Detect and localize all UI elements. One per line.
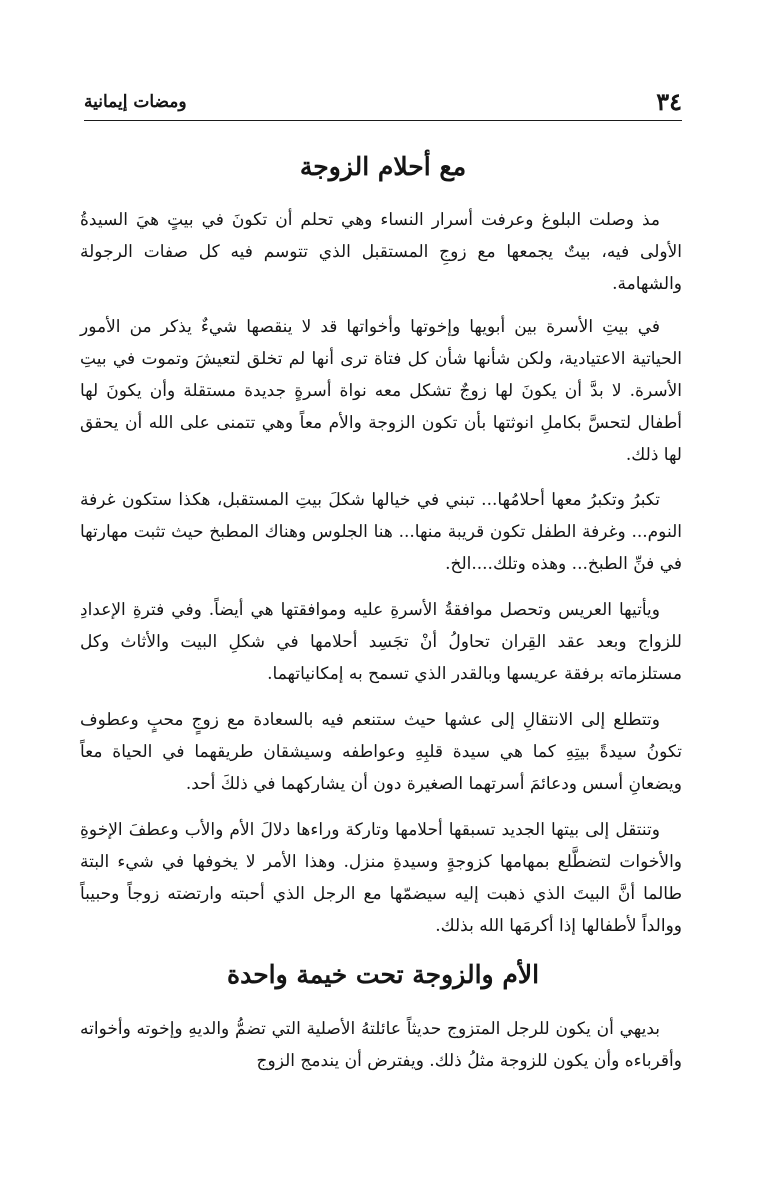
body-paragraph: بديهي أن يكون للرجل المتزوج حديثاً عائلتهُ الأصلية التي تضمُّ والديهِ وإخوته وأخواته وأقرباءه وأن يكون للزوجة مثلُ ذلك. ويفترض أن يندمج الزوج	[80, 1019, 682, 1071]
body-paragraph: مذ وصلت البلوغ وعرفت أسرار النساء وهي تحلم أن تكونَ في بيتٍ هيَ السيدةُ الأولى فيه، بيتٌ يجمعها مع زوجِ المستقبل الذي تتوسم فيه كل صفات الرجولة والشهامة.	[80, 210, 682, 294]
page-number: ٣٤	[656, 87, 682, 116]
header-divider	[84, 120, 682, 121]
running-title: ومضات إيمانية	[84, 92, 187, 112]
body-paragraph: ويأتيها العريس وتحصل موافقةُ الأسرةِ عليه وموافقتها هي أيضاً. وفي فترةِ الإعدادِ للزواج وبعد عقد القِران تحاولُ أنْ تجَسِد أحلامها في شكلِ البيت والأثاث وكل مستلزماته برفقة عريسها وبالقدر الذي تسمح به إمكانياتهما.	[80, 600, 682, 684]
body-paragraph: وتتطلع إلى الانتقالِ إلى عشها حيث ستنعم فيه بالسعادة مع زوجٍ محبٍ وعطوف تكونُ سيدةً بيتِهِ كما هي سيدة قلبِهِ وعواطفه وسيشقان طريقهما في الحياة معاً ويضعانِ أسس ودعائمَ أسرتهما الصغيرة دون أن يشاركهما في ذلكَ أحد.	[80, 710, 682, 794]
section-heading: مع أحلام الزوجة	[299, 152, 467, 181]
body-paragraph: في بيتِ الأسرة بين أبويها وإخوتها وأخواتها قد لا ينقصها شيءٌ يذكر من الأمور الحياتية الاعتيادية، ولكن شأنها شأن كل فتاة ترى أنها لم تخلق لتعيشَ وتموت في بيتِ الأسرة. لا بدَّ أن يكونَ لها زوجٌ تشكل معه نواة أسرةٍ جديدة مستقلة وأن يكونَ لها أطفال لتحسَّ بكاملِ انوثتها بأن تكون الزوجة والأم معاً وهي تتمنى على الله أن يحقق لها ذلك.	[80, 317, 682, 465]
body-paragraph: تكبرُ وتكبرُ معها أحلامُها... تبني في خيالها شكلَ بيتِ المستقبل، هكذا ستكون غرفة النوم... وغرفة الطفل تكون قريبة منها... هنا الجلوس وهناك المطبخ حيث تثبت مهارتها في فنِّ الطبخ... وهذه وتلك....الخ.	[80, 490, 682, 574]
section-heading: الأم والزوجة تحت خيمة واحدة	[226, 960, 540, 989]
body-paragraph: وتنتقل إلى بيتها الجديد تسبقها أحلامها وتاركة وراءها دلالَ الأم والأب وعطفَ الإخوةِ والأخوات لتضطَّلع بمهامها كزوجةٍ وسيدةِ منزل. وهذا الأمر لا يخوفها في شيء البتة طالما أنَّ البيتَ الذي ذهبت إليه سيضمّها مع الرجل الذي أحبته وارتضته زوجاً وحبيباً ووالداً لأطفالها إذا أكرمَها الله بذلك.	[80, 820, 682, 936]
running-header	[84, 86, 682, 114]
